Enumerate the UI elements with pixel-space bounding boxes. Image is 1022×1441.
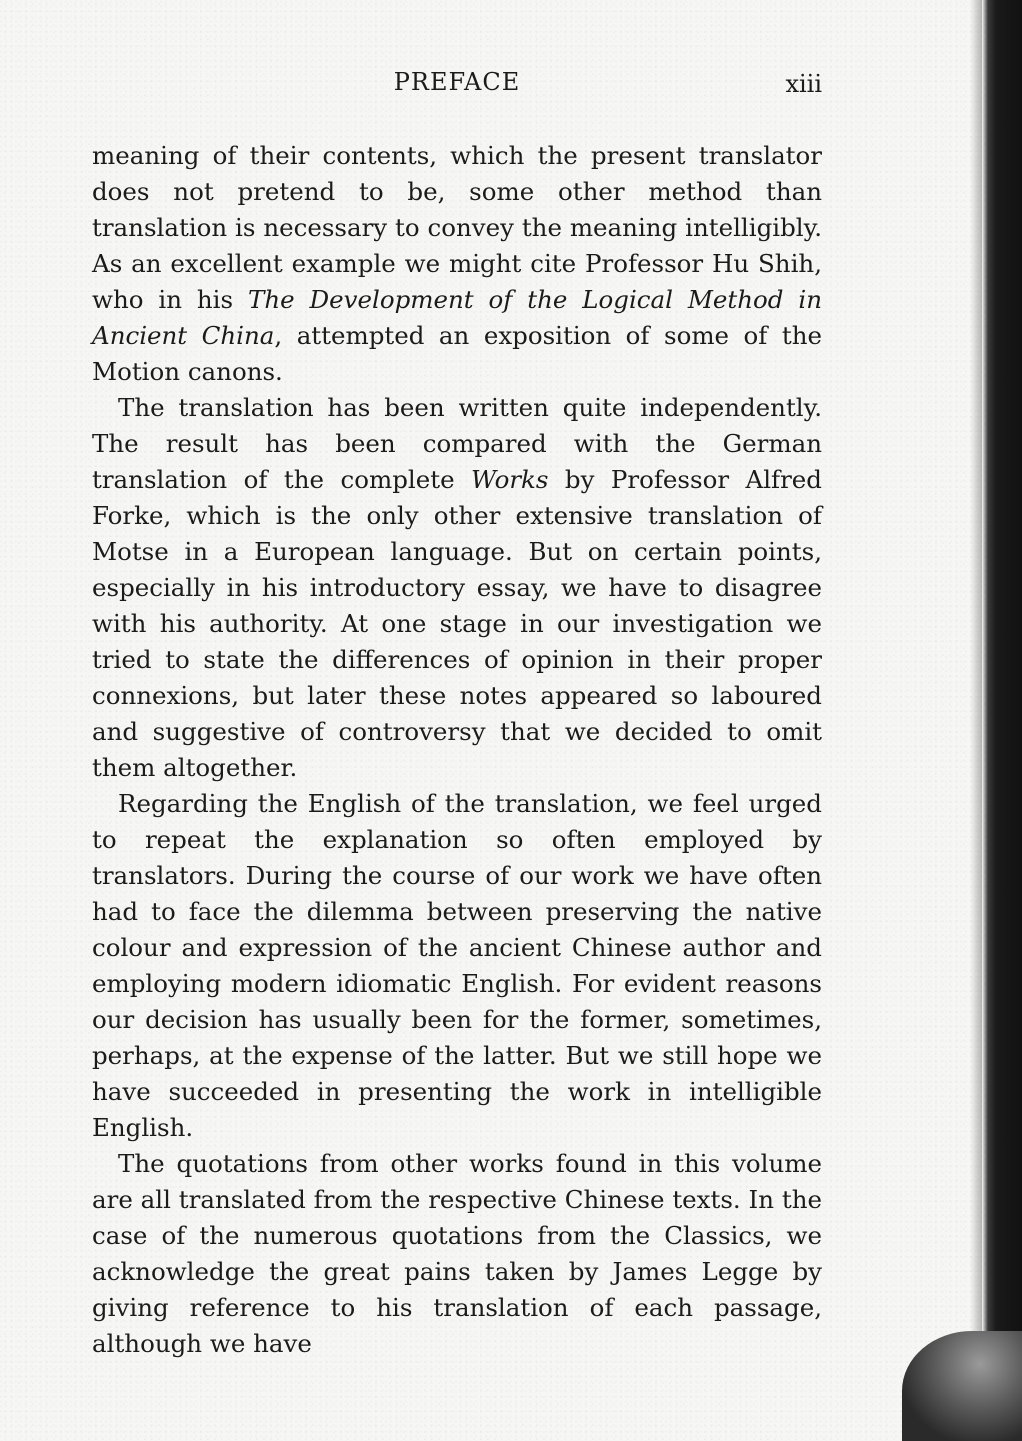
text-run: by Professor Alfred Forke, which is the only other extensive translation of Motse in a European language. But on certain points, especially in his introductory essay, we have to disagree with his authority. At one stage in our investigation we tried to state the differences of opinion in their proper connexions, but later these notes appeared so laboured and suggestive of controversy that we decided to omit them altogether. [92, 465, 822, 782]
page-number: xiii [785, 70, 822, 98]
text-run: meaning of their contents, which the present translator does not pretend to be, some other method than translation is necessary to convey the meaning intelligibly. As an excellent example we might cite Professor Hu Shih, who in his [92, 141, 822, 314]
book-spine-edge [982, 0, 1022, 1441]
body-text [92, 138, 822, 1362]
text-run: The translation has been written quite independently. The result has been compared with the German translation of the complete [92, 393, 822, 494]
book-gutter-shadow [970, 0, 982, 1441]
paragraph [92, 786, 822, 1146]
thumb-holding-page [902, 1331, 1022, 1441]
text-run: Regarding the English of the translation, we feel urged to repeat the explanation so often employed by translators. During the course of our work we have often had to face the dilemma between preserving the native colour and expression of the ancient Chinese author and employing modern idiomatic English. For evident reasons our decision has usually been for the former, sometimes, perhaps, at the expense of the latter. But we still hope we have succeeded in presenting the work in intelligible English. [92, 789, 822, 1142]
italic-title: The Development of the Logical Method in Ancient China [92, 285, 823, 350]
page-header [92, 68, 822, 108]
italic-title: Works [471, 465, 549, 494]
running-head: PREFACE [393, 68, 521, 96]
paragraph [92, 1146, 822, 1362]
paragraph [92, 138, 822, 390]
text-run: The quotations from other works found in this volume are all translated from the respective Chinese texts. In the case of the numerous quotations from the Classics, we acknowledge the great pains taken by James Legge by giving reference to his translation of each passage, although we have [92, 1149, 822, 1358]
text-run: , attempted an exposition of some of the Motion canons. [92, 321, 822, 386]
paragraph [92, 390, 822, 786]
